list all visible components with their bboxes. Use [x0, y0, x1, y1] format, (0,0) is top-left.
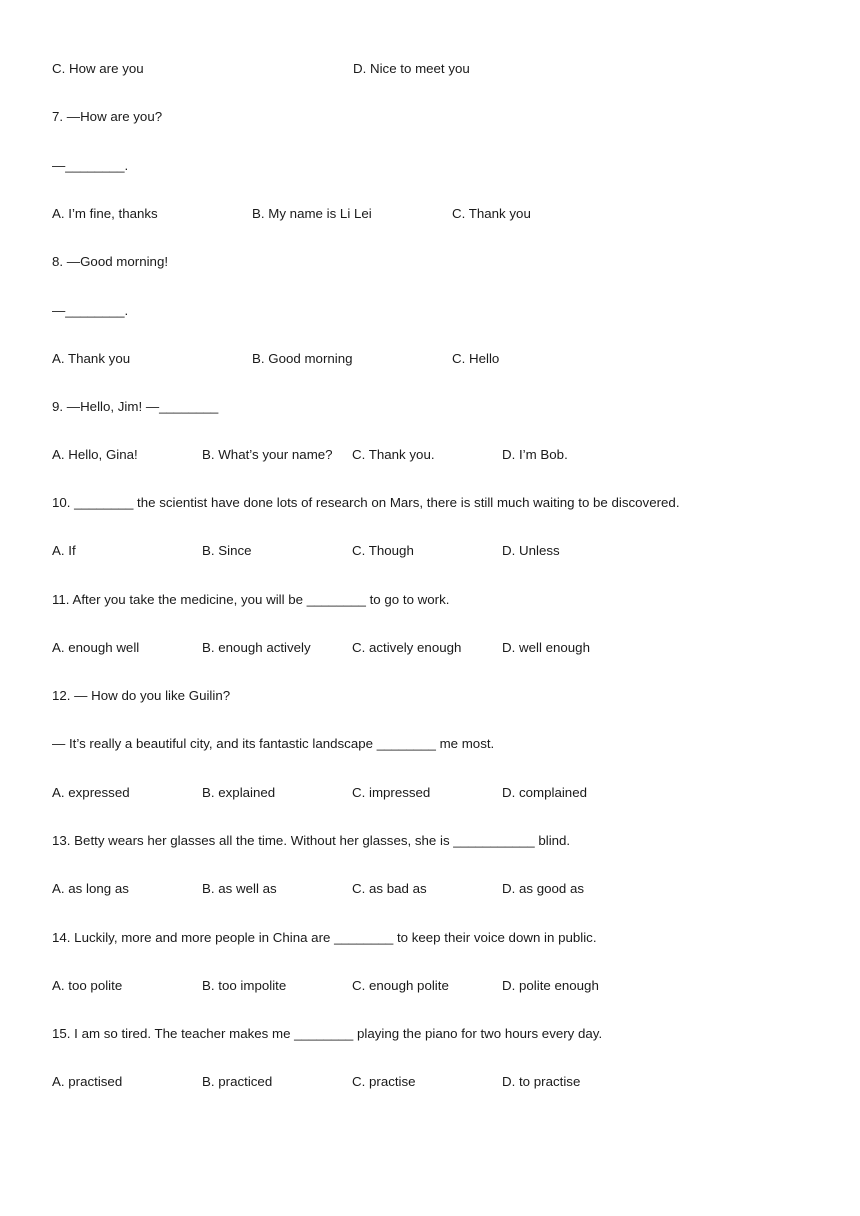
q9-option-d: D. I’m Bob.: [502, 447, 568, 462]
q14-option-d: D. polite enough: [502, 978, 599, 993]
q15-option-b: B. practiced: [202, 1074, 273, 1089]
q8-stem: 8. —Good morning!: [52, 254, 169, 269]
q9-option-a: A. Hello, Gina!: [52, 447, 138, 462]
q12-reply: — It’s really a beautiful city, and its fantastic landscape ________ me most.: [52, 736, 495, 751]
q13-stem: 13. Betty wears her glasses all the time. Without her glasses, she is ___________ blind.: [52, 833, 571, 848]
q7-option-a: A. I’m fine, thanks: [52, 206, 158, 221]
q15-stem: 15. I am so tired. The teacher makes me ________ playing the piano for two hours every day.: [52, 1026, 603, 1041]
q15-option-d: D. to practise: [502, 1074, 581, 1089]
q11-option-a: A. enough well: [52, 640, 140, 655]
q7-option-c: C. Thank you: [452, 206, 531, 221]
q11-option-c: C. actively enough: [352, 640, 462, 655]
q9-option-c: C. Thank you.: [352, 447, 435, 462]
q8-reply: —________.: [52, 303, 129, 318]
q11-option-b: B. enough actively: [202, 640, 311, 655]
q14-option-c: C. enough polite: [352, 978, 449, 993]
q11-stem: 11. After you take the medicine, you will be ________ to go to work.: [52, 592, 450, 607]
q13-option-b: B. as well as: [202, 881, 277, 896]
q15-option-a: A. practised: [52, 1074, 123, 1089]
q12-option-d: D. complained: [502, 785, 587, 800]
q13-option-c: C. as bad as: [352, 881, 427, 896]
q13-option-d: D. as good as: [502, 881, 585, 896]
q11-option-d: D. well enough: [502, 640, 590, 655]
q14-option-b: B. too impolite: [202, 978, 287, 993]
q12-option-c: C. impressed: [352, 785, 431, 800]
q12-option-b: B. explained: [202, 785, 276, 800]
q15-option-c: C. practise: [352, 1074, 416, 1089]
q6-option-c: C. How are you: [52, 61, 144, 76]
q10-option-c: C. Though: [352, 543, 414, 558]
q9-stem: 9. —Hello, Jim! —________: [52, 399, 219, 414]
q7-stem: 7. —How are you?: [52, 109, 163, 124]
q7-option-b: B. My name is Li Lei: [252, 206, 372, 221]
q12-stem: 12. — How do you like Guilin?: [52, 688, 231, 703]
q10-option-a: A. If: [52, 543, 76, 558]
q10-stem: 10. ________ the scientist have done lots of research on Mars, there is still much waiting to be discovered.: [52, 495, 680, 510]
q14-option-a: A. too polite: [52, 978, 123, 993]
q8-option-b: B. Good morning: [252, 351, 353, 366]
q6-option-d: D. Nice to meet you: [353, 61, 470, 76]
q9-option-b: B. What’s your name?: [202, 447, 333, 462]
q12-option-a: A. expressed: [52, 785, 130, 800]
q8-option-a: A. Thank you: [52, 351, 131, 366]
q8-option-c: C. Hello: [452, 351, 500, 366]
q13-option-a: A. as long as: [52, 881, 129, 896]
q7-reply: —________.: [52, 158, 129, 173]
q14-stem: 14. Luckily, more and more people in China are ________ to keep their voice down in public.: [52, 930, 597, 945]
q10-option-d: D. Unless: [502, 543, 560, 558]
q10-option-b: B. Since: [202, 543, 252, 558]
